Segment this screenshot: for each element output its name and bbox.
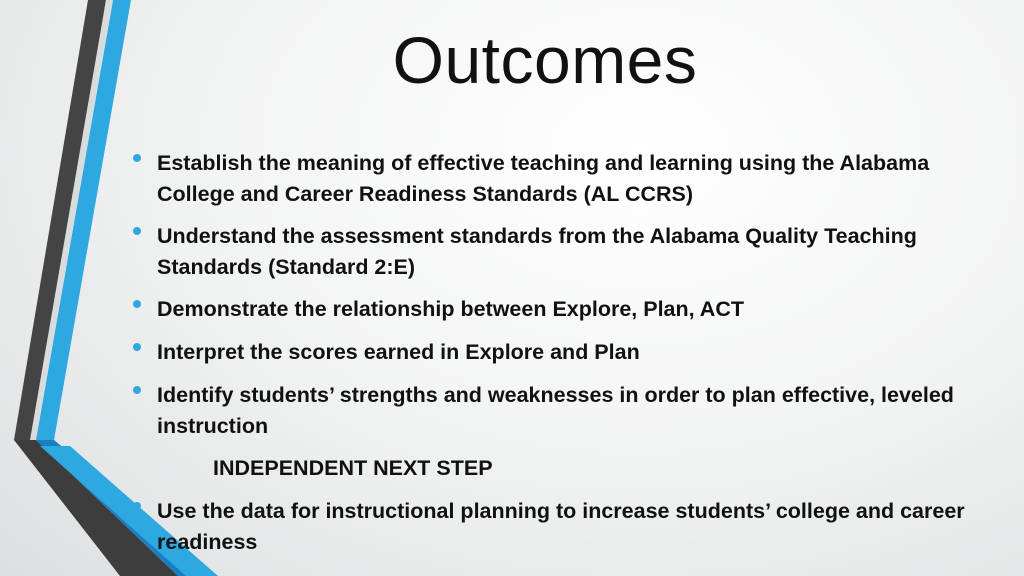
bullet-text: Identify students’ strengths and weaknesses in order to plan effective, leveled instruction	[157, 383, 954, 438]
list-item	[133, 496, 993, 558]
list-item	[133, 337, 993, 368]
bullet-text: Use the data for instructional planning to increase students’ college and career readiness	[157, 499, 965, 554]
list-item	[133, 380, 993, 442]
light-gap-stripe	[30, 0, 113, 440]
list-item	[133, 294, 993, 325]
subheading: INDEPENDENT NEXT STEP	[213, 456, 493, 480]
bullet-text: Understand the assessment standards from the Alabama Quality Teaching Standards (Standard 2:E)	[157, 224, 917, 279]
bullet-dot-icon	[133, 300, 141, 308]
bullet-text: Demonstrate the relationship between Explore, Plan, ACT	[157, 297, 744, 321]
bullet-text: Interpret the scores earned in Explore and Plan	[157, 340, 640, 364]
bullet-text: Establish the meaning of effective teaching and learning using the Alabama College and Career Readiness Standards (AL CCRS)	[157, 151, 930, 206]
slide-title: Outcomes	[392, 23, 698, 97]
bullet-dot-icon	[133, 386, 141, 394]
bullet-dot-icon	[133, 343, 141, 351]
bullet-dot-icon	[133, 502, 141, 510]
outcomes-list	[133, 148, 993, 558]
list-item	[133, 148, 993, 210]
bullet-dot-icon	[133, 227, 141, 235]
list-item	[133, 221, 993, 283]
bullet-dot-icon	[133, 154, 141, 162]
